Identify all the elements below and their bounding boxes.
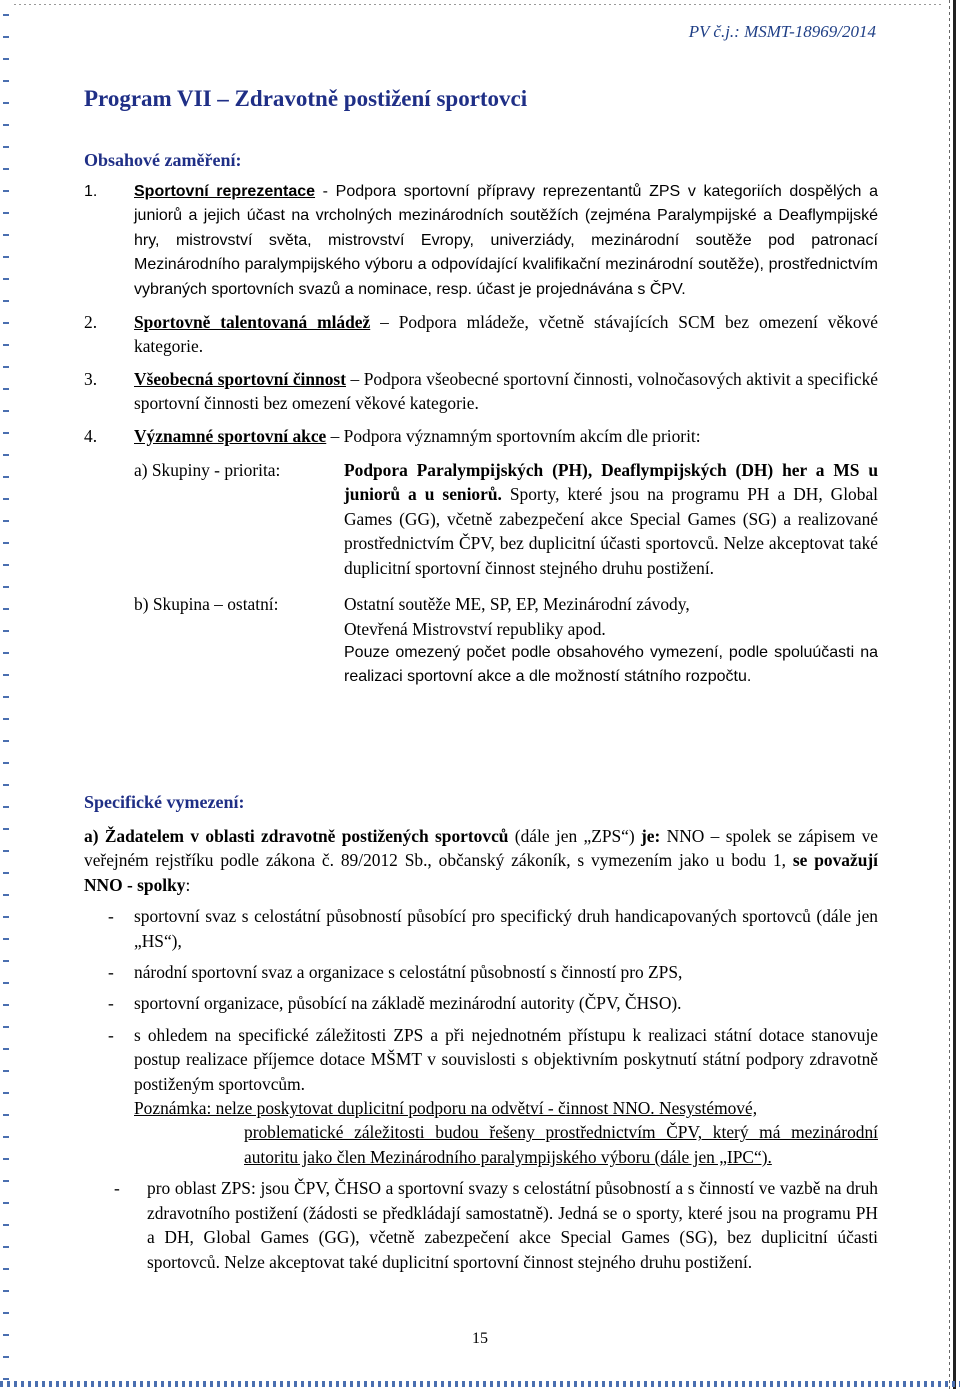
item-text: – Podpora mládeže, včetně stávajících SCM bez omezení věkové kategorie. xyxy=(134,312,878,357)
a-text: : xyxy=(185,874,191,895)
group-a xyxy=(84,458,878,580)
dash-item: - sportovní organizace, působící na základě mezinárodní autority (ČPV, ČHSO). xyxy=(108,993,682,1014)
a-text: (dále jen „ZPS“) xyxy=(508,826,642,846)
item-number: 1. xyxy=(84,183,98,200)
a-bold: Žadatelem v oblasti zdravotně postižených sportovců xyxy=(104,826,509,846)
dash-item: - sportovní svaz s celostátní působností působící pro specifický druh handicapovaných sportovců (dále jen „HS“), xyxy=(108,906,878,951)
program-title: Program VII – Zdravotně postižení sportovci xyxy=(84,86,528,111)
item-title: Sportovní reprezentace xyxy=(134,183,316,200)
group-b-line: Ostatní soutěže ME, SP, EP, Mezinárodní závody, xyxy=(344,594,690,615)
item-text: - Podpora sportovní přípravy reprezentantů ZPS v kategoriích dospělých a juniorů a jejich účast na vrcholných mezinárodních soutěžích (zejména Paralympijské a Deaflympijské hry, mistrovství světa, mistrovství Evropy, univerziády, mezinárodní soutěže pod patronací Mezinárodního paralympijského výboru a odpovídající kvalifikační mezinárodní soutěže), prostřednictvím vybraných sportovních svazů a nominace, resp. účast je projednávána s ČPV. xyxy=(134,183,878,298)
note-text: problematické záležitosti budou řešeny prostřednictvím ČPV, který má mezinárodní autoritu jako člen Mezinárodního paralympijského výboru (dále jen „IPC“). xyxy=(244,1122,878,1167)
list-item xyxy=(84,310,878,359)
page-number: 15 xyxy=(472,1330,488,1347)
item-title: Všeobecná sportovní činnost xyxy=(134,368,346,389)
item-text: – Podpora významným sportovním akcím dle priorit: xyxy=(326,425,701,446)
specific-heading: Specifické vymezení: xyxy=(84,792,245,812)
group-b-line: Pouze omezený počet podle obsahového vymezení, podle spoluúčasti na realizaci sportovní akce a dle možností státního rozpočtu. xyxy=(344,643,878,686)
group-b-label: b) Skupina – ostatní: xyxy=(134,594,279,615)
item-number: 3. xyxy=(84,368,98,389)
list-item xyxy=(84,180,878,302)
dash-item: - pro oblast ZPS: jsou ČPV, ČHSO a sportovní svazy s celostátní působností a s činností ve vazbě na druh zdravotního postižení (žádosti se předkládají samostatně). Jedná se o sporty, které jsou na programu PH a DH, Global Games (GG), včetně zabezpečení akce Special Games (SG), bez duplicitní účasti sportovců. Nelze akceptovat také duplicitní sportovní činnost stejného druhu postižení. xyxy=(114,1178,878,1272)
a-bold: se považují NNO - spolky xyxy=(84,850,878,895)
item-title: Sportovně talentovaná mládež xyxy=(134,312,371,333)
a-prefix: a) xyxy=(84,826,105,846)
a-bold: je: xyxy=(641,826,661,846)
item-number: 2. xyxy=(84,312,98,333)
content-list xyxy=(84,180,878,690)
item-number: 4. xyxy=(84,425,98,446)
group-b-line: Otevřená Mistrovství republiky apod. xyxy=(344,618,606,639)
specific-section xyxy=(84,824,878,1274)
reference-number: PV č.j.: MSMT-18969/2014 xyxy=(688,22,876,41)
group-b xyxy=(84,592,878,690)
dash-item: - s ohledem na specifické záležitosti ZPS a při nejednotném přístupu k realizaci státní dotace stanovuje postup realizace příjemce dotace MŠMT v souvislosti s objektivním poskytnutí státní podpory zdravotně postiženým sportovcům. xyxy=(108,1024,878,1094)
dash-item: - národní sportovní svaz a organizace s celostátní působností s činností pro ZPS, xyxy=(108,962,683,983)
item-title: Významné sportovní akce xyxy=(134,425,327,446)
item-text: – Podpora všeobecné sportovní činnosti, volnočasových aktivit a specifické sportovní činnosti bez omezení věkové kategorie. xyxy=(134,368,878,414)
group-a-label: a) Skupiny - priorita: xyxy=(134,460,281,481)
list-item xyxy=(84,424,878,448)
group-a-bold: Podpora Paralympijských (PH), Deaflympijských (DH) her a MS u juniorů a u seniorů. xyxy=(344,460,878,505)
applicant-definition xyxy=(84,824,878,897)
note-line: Poznámka: nelze poskytovat duplicitní podporu na odvětví - činnost NNO. Nesystémové, xyxy=(134,1098,758,1119)
content-heading: Obsahové zaměření: xyxy=(84,150,242,170)
list-item xyxy=(84,367,878,416)
a-text: NNO – spolek se zápisem ve veřejném rejstříku podle zákona č. 89/2012 Sb., občanský zákoník, s vymezením jako u bodu 1, xyxy=(84,826,878,871)
group-a-text: Sporty, které jsou na programu PH a DH, Global Games (GG), včetně zabezpečení akce Special Games (SG) a realizované prostřednictvím ČPV, bez duplicitní účasti sportovců. Nelze akceptovat také duplicitní sportovní činnost stejného druhu postižení. xyxy=(344,484,878,578)
